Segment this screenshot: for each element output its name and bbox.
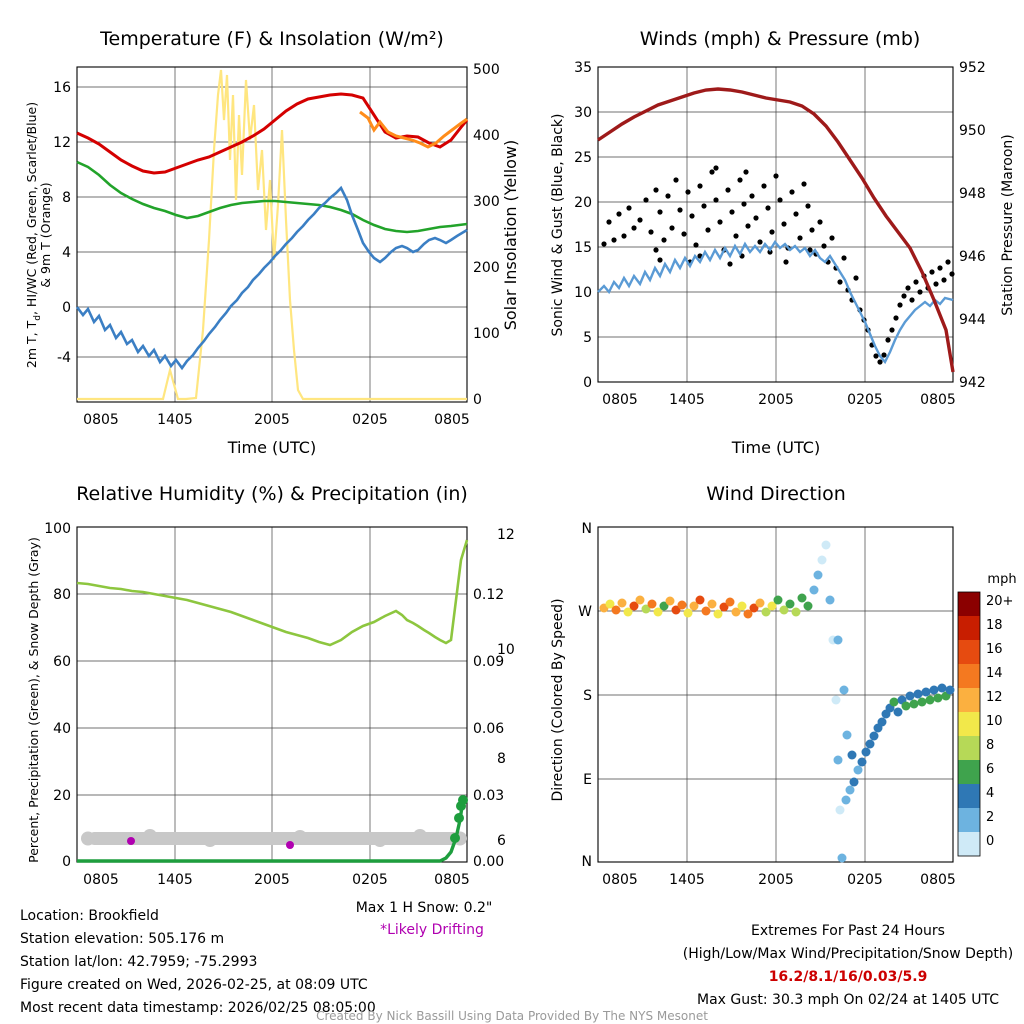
panel-relative-humidity — [26, 483, 515, 938]
svg-text:20: 20 — [574, 195, 592, 211]
svg-text:6: 6 — [986, 762, 995, 777]
svg-text:1405: 1405 — [157, 872, 193, 888]
svg-text:400: 400 — [473, 128, 500, 144]
winds-ylabel-left: Sonic Wind & Gust (Blue, Black) — [550, 113, 566, 337]
svg-text:8: 8 — [986, 738, 995, 753]
svg-text:944: 944 — [959, 312, 986, 328]
svg-text:0805: 0805 — [602, 872, 638, 888]
svg-text:40: 40 — [53, 721, 71, 737]
footer-created: Figure created on Wed, 2026-02-25, at 08:09 UTC — [20, 977, 368, 993]
svg-text:12: 12 — [53, 135, 71, 151]
footer-location: Location: Brookfield — [20, 908, 159, 924]
svg-text:942: 942 — [959, 375, 986, 391]
panel-winds-title: Winds (mph) & Pressure (mb) — [639, 28, 921, 50]
svg-text:20+: 20+ — [986, 594, 1014, 609]
winds-yticks-left — [574, 60, 592, 391]
svg-text:16: 16 — [986, 642, 1003, 657]
svg-text:8: 8 — [62, 190, 71, 206]
temperature-ylabel-right: Solar Insolation (Yellow) — [501, 139, 520, 331]
svg-text:0205: 0205 — [847, 392, 883, 408]
extremes-subtitle: (High/Low/Max Wind/Precipitation/Snow Depth) — [682, 946, 1014, 962]
footer-left — [20, 908, 376, 1016]
svg-text:N: N — [581, 521, 592, 537]
winddir-xticks — [602, 872, 956, 888]
max-gust: Max Gust: 30.3 mph On 02/24 at 1405 UTC — [696, 992, 1000, 1008]
svg-text:18: 18 — [986, 618, 1003, 633]
svg-text:2005: 2005 — [758, 872, 794, 888]
rh-yticks-right-precip — [473, 587, 504, 870]
svg-text:E: E — [583, 772, 592, 788]
svg-text:80: 80 — [53, 587, 71, 603]
likely-drifting-note: *Likely Drifting — [380, 922, 484, 938]
svg-text:0.00: 0.00 — [473, 854, 505, 870]
panel-temperature — [24, 28, 520, 457]
temperature-ylabel-left-line1: 2m T, $T_d$, HI/WC (Red, Green, Scarlet/Blue) — [24, 101, 43, 369]
footer-right — [683, 923, 1014, 1008]
svg-text:0805: 0805 — [920, 872, 956, 888]
rh-ylabel-left: Percent, Precipitation (Green), & Snow Depth (Gray) — [26, 537, 41, 863]
svg-text:2: 2 — [986, 810, 995, 825]
svg-text:0805: 0805 — [83, 872, 119, 888]
svg-text:0805: 0805 — [920, 392, 956, 408]
svg-text:0: 0 — [62, 300, 71, 316]
svg-text:100: 100 — [44, 521, 71, 537]
svg-text:14: 14 — [986, 666, 1003, 681]
svg-text:952: 952 — [959, 60, 986, 76]
winddir-yticks — [578, 521, 592, 870]
footer-elevation: Station elevation: 505.176 m — [20, 931, 225, 947]
svg-text:0: 0 — [62, 854, 71, 870]
svg-text:N: N — [581, 854, 592, 870]
svg-text:4: 4 — [62, 245, 71, 261]
temperature-ylabel-left-line3: & 9m T (Orange) — [38, 182, 53, 288]
svg-text:20: 20 — [53, 788, 71, 804]
svg-text:15: 15 — [574, 240, 592, 256]
svg-text:10: 10 — [574, 285, 592, 301]
winddir-plot-frame — [598, 527, 953, 862]
svg-text:0.03: 0.03 — [473, 788, 505, 804]
svg-text:10: 10 — [986, 714, 1003, 729]
svg-text:4: 4 — [986, 786, 995, 801]
winds-yticks-right — [959, 60, 986, 391]
svg-text:0: 0 — [986, 834, 995, 849]
svg-text:2005: 2005 — [254, 412, 290, 428]
temperature-xlabel: Time (UTC) — [227, 438, 317, 457]
svg-text:0.06: 0.06 — [473, 721, 505, 737]
svg-text:S: S — [583, 688, 592, 704]
svg-text:10: 10 — [497, 642, 515, 658]
svg-text:200: 200 — [473, 260, 500, 276]
svg-text:5: 5 — [583, 330, 592, 346]
panel-rh-title: Relative Humidity (%) & Precipitation (in) — [76, 483, 468, 505]
winddir-ylabel: Direction (Colored By Speed) — [550, 598, 566, 802]
footer-latlon: Station lat/lon: 42.7959; -75.2993 — [20, 954, 258, 970]
svg-text:1405: 1405 — [669, 872, 705, 888]
winds-plot-frame — [598, 67, 953, 382]
svg-text:-4: -4 — [57, 350, 71, 366]
winddir-colorbar — [958, 572, 1017, 856]
svg-text:2005: 2005 — [758, 392, 794, 408]
svg-text:35: 35 — [574, 60, 592, 76]
svg-text:W: W — [578, 604, 592, 620]
footer-recent-timestamp: Most recent data timestamp: 2026/02/25 08:05:00 — [20, 1000, 376, 1016]
svg-text:12: 12 — [497, 527, 515, 543]
rh-xticks — [83, 872, 470, 888]
colorbar-labels — [986, 594, 1013, 849]
svg-text:950: 950 — [959, 123, 986, 139]
svg-text:0: 0 — [473, 392, 482, 408]
extremes-title: Extremes For Past 24 Hours — [751, 923, 945, 939]
svg-text:0205: 0205 — [352, 412, 388, 428]
colorbar-swatches — [958, 592, 980, 856]
temperature-xticks — [83, 412, 470, 428]
svg-text:1405: 1405 — [669, 392, 705, 408]
winds-xlabel: Time (UTC) — [731, 438, 821, 457]
svg-text:500: 500 — [473, 62, 500, 78]
winds-xticks — [602, 392, 956, 408]
svg-text:946: 946 — [959, 249, 986, 265]
extremes-values: 16.2/8.1/16/0.03/5.9 — [768, 969, 928, 985]
svg-text:0805: 0805 — [434, 412, 470, 428]
svg-text:30: 30 — [574, 105, 592, 121]
svg-text:0205: 0205 — [847, 872, 883, 888]
svg-text:6: 6 — [497, 833, 506, 849]
temperature-yticks-right — [473, 62, 500, 408]
svg-text:0805: 0805 — [83, 412, 119, 428]
rh-yticks-left — [44, 521, 71, 870]
svg-text:1405: 1405 — [157, 412, 193, 428]
panel-winddir-title: Wind Direction — [706, 483, 846, 505]
svg-text:2005: 2005 — [254, 872, 290, 888]
svg-text:60: 60 — [53, 654, 71, 670]
svg-text:0805: 0805 — [602, 392, 638, 408]
colorbar-title: mph — [987, 572, 1017, 587]
panel-wind-direction — [550, 483, 1017, 888]
temperature-yticks-left — [53, 80, 71, 366]
svg-text:0: 0 — [583, 375, 592, 391]
svg-text:948: 948 — [959, 186, 986, 202]
svg-text:8: 8 — [497, 751, 506, 767]
panel-temperature-title: Temperature (F) & Insolation (W/m²) — [100, 28, 444, 50]
svg-text:100: 100 — [473, 326, 500, 342]
svg-text:0805: 0805 — [434, 872, 470, 888]
max-snow-note: Max 1 H Snow: 0.2" — [355, 900, 493, 916]
panel-winds — [550, 28, 1016, 457]
svg-text:12: 12 — [986, 690, 1003, 705]
svg-text:0.09: 0.09 — [473, 654, 505, 670]
svg-text:0205: 0205 — [352, 872, 388, 888]
credit-line: Created By Nick Bassill Using Data Provided By The NYS Mesonet — [316, 1009, 708, 1023]
svg-text:25: 25 — [574, 150, 592, 166]
winds-ylabel-right: Station Pressure (Maroon) — [1000, 134, 1016, 316]
svg-text:0.12: 0.12 — [473, 587, 505, 603]
svg-text:16: 16 — [53, 80, 71, 96]
svg-text:300: 300 — [473, 194, 500, 210]
